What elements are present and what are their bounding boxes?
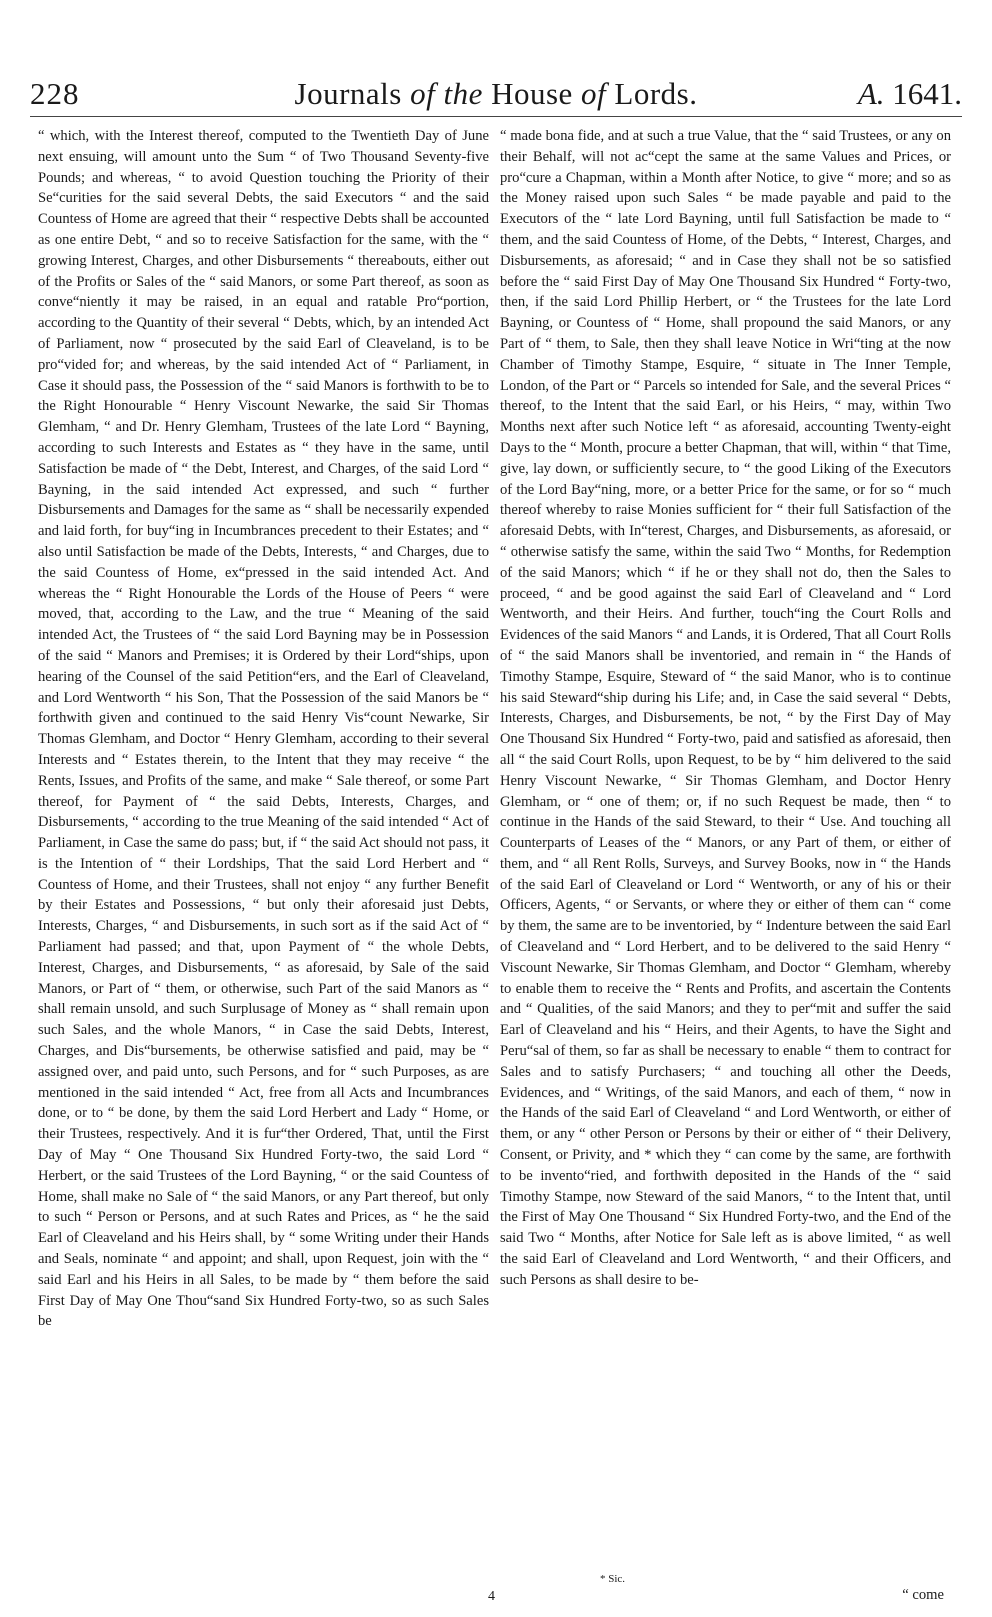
header-rule (30, 116, 962, 117)
year-number: 1641. (884, 76, 962, 111)
title-part-of-2: of (581, 76, 607, 111)
footnote: * Sic. (600, 1573, 626, 1585)
title-part-lords: Lords. (606, 76, 698, 111)
left-column (38, 126, 489, 1332)
title-part-house: House (491, 76, 582, 111)
right-column-text: “ made bona fide, and at such a true Value, that the “ said Trustees, or any on their Behalf, will not ac“cept the same at the same Values and Prices, or pro“cure a Chapman, within a Month after Notice, to give “ more; and so as the Money raised upon such Sales “ be made payable and paid to the Executors of the “ late Lord Bayning, until full Satisfaction be made to “ them, and the said Countess of Home, of the Debts, “ Interest, Charges, and Disbursements, as aforesaid; “ and in Case they shall not be so satisfied before the “ said First Day of May One Thousand Six Hundred “ Forty-two, then, if the said Lord Phillip Herbert, or “ the Trustees for the late Lord Bayning, or Countess of “ Home, shall propound the said Manors, or any Part of “ them, to Sale, then they shall leave Notice in Wri“ting at the now Chamber of Timothy Stampe, Esquire, “ situate in The Inner Temple, London, of the Part or “ Parcels so intended for Sale, and the several Prices “ thereof, to the Intent that the said Earl, or his Heirs, “ may, within Two Months next after such Notice left “ as aforesaid, accounting Twenty-eight Days to the “ Month, procure a better Chapman, that will, within “ that Time, give, lay down, or sufficiently secure, to “ the good Liking of the Executors of the Lord Bay“ning, more, or a better Price for the same, or for so “ much thereof whereby to raise Monies sufficient for “ their full Satisfaction of the aforesaid Debts, with In“terest, Charges, and Disbursements, as aforesaid, or “ otherwise satisfy the same, within the said Two “ Months, for Redemption of the said Manors; which “ if he or they shall not do, then the Sales to proceed, “ and be good against the said Earl of Cleaveland and “ Lord Wentworth, and their Heirs. And further, touch“ing the Court Rolls and Evidences of the said Manors “ and Lands, it is Ordered, That all Court Rolls of “ the said Manors shall be inventoried, and remain in “ the Hands of Timothy Stampe, Esquire, Steward of “ the said Manor, who is to continue his said Steward“ship during his Life; and, in Case the said several “ Debts, Interests, Charges, and Disbursements, be not, “ by the First Day of May One Thousand Six Hundred “ Forty-two, paid and satisfied as aforesaid, then all “ the said Court Rolls, upon Request, to be by “ him delivered to the said Henry Viscount Newarke, “ Sir Thomas Glemham, and Doctor Henry Glemham, or “ one of them; or, if no such Request be made, then “ to continue in the Hands of the said Steward, to their “ Use. And touching all Counterparts of Leases of the “ Manors, or any Part of them, or either of them, and “ all Rent Rolls, Surveys, and Survey Books, now in “ the Hands of the said Earl of Cleaveland or Lord “ Wentworth, or any of his or their Officers, Agents, “ or Servants, or where they or either of them can “ come by them, the same are to be inventoried, by “ Indenture between the said Earl of Cleaveland and “ Lord Herbert, and to be delivered to the said Henry “ Viscount Newarke, Sir Thomas Glemham, and Doctor “ Glemham, whereby to enable them to receive the “ Rents and Profits, and ascertain the Contents and “ Qualities, of the said Manors; and they to per“mit and suffer the said Earl of Cleaveland and his “ Heirs, and their Agents, to have the Sight and Peru“sal of them, so far as shall be necessary to enable “ them to contract for Sales and to satisfy Purchasers; “ and touching all other the Deeds, Evidences, and “ Writings, of the said Manors, and each of them, “ now in the Hands of the said Earl of Cleaveland “ and Lord Wentworth, or either of them, or any “ other Person or Persons by their or either of “ their Delivery, Consent, or Privity, and * which they “ can come by the same, are forthwith to be invento“ried, and forthwith deposited in the Hands of the “ said Timothy Stampe, now Steward of the said Manors, “ to the Intent that, until the First of May One Thousand “ Six Hundred Forty-two, and the End of the said Two “ Months, after Notice for Sale left as is above limited, “ as well the said Earl of Cleaveland and Lord Wentworth, “ and their Officers, and such Persons as shall desire to be- (500, 128, 951, 1288)
title-part-the: the (435, 76, 492, 111)
year-prefix: A. (857, 76, 885, 111)
signature-mark: 4 (488, 1589, 495, 1604)
title-part-journals: Journals (294, 76, 411, 111)
year-heading (858, 76, 962, 112)
right-column (500, 126, 951, 1291)
title-part-of: of (410, 76, 436, 111)
page-header (30, 76, 962, 126)
page-number: 228 (30, 76, 80, 111)
running-title (30, 76, 962, 112)
left-column-text: “ which, with the Interest thereof, computed to the Twentieth Day of June next ensuing, will amount unto the Sum “ of Two Thousand Seventy-five Pounds; and whereas, “ to avoid Question touching the Priority of their Se“curities for the said several Debts, the said Executors “ and the said Countess of Home are agreed that their “ respective Debts shall be accounted as one entire Debt, “ and so to receive Satisfaction for the same, with the “ growing Interest, Charges, and other Disbursements “ thereabouts, either out of the Profits or Sales of the “ said Manors, or some Part thereof, as soon as conve“niently it may be raised, in an equal and ratable Pro“portion, according to the Quantity of their several “ Debts, which, by an intended Act of Parliament, now “ prosecuted by the said Earl of Cleaveland, is to be pro“vided for; and whereas, by the said intended Act of “ Parliament, in Case it should pass, the Possession of the “ said Manors is forthwith to be to the Right Honourable “ Henry Viscount Newarke, the said Sir Thomas Glemham, “ and Dr. Henry Glemham, Trustees of the late Lord “ Bayning, according to such Interests and Estates as “ they have in the same, until Satisfaction be made of “ the Debt, Interest, and Charges, of the said Lord “ Bayning, in the said intended Act expressed, and such “ further Disbursements and Damages for the same as “ shall be necessarily expended and laid forth, for buy“ing in Incumbrances precedent to their Estates; and “ also until Satisfaction be made of the Debts, Interests, “ and Charges, due to the said Countess of Home, ex“pressed in the said intended Act. And whereas the “ Right Honourable the Lords of the House of Peers “ were moved, that, according to the Law, and the true “ Meaning of the said intended Act, the Trustees of “ the said Lord Bayning may be in Possession of the said “ Manors and Premises; it is Ordered by their Lord“ships, upon hearing of the Counsel of the said Petition“ers, and the Earl of Cleaveland, and Lord Wentworth “ his Son, That the Possession of the said Manors be “ forthwith given and continued to the said Henry Vis“count Newarke, Sir Thomas Glemham, and Doctor “ Henry Glemham, according to their several Interests and “ Estates therein, to the Intent that they may receive “ the Rents, Issues, and Profits of the same, and make “ Sale thereof, or some Part thereof, for Payment of “ the said Debts, Interests, Charges, and Disbursements, “ according to the true Meaning of the said intended “ Act of Parliament, in Case the same do pass; but, if “ the said Act should not pass, it is the Intention of “ their Lordships, That the said Lord Herbert and “ Countess of Home, and their Trustees, shall not enjoy “ any further Benefit by their Estates and Possessions, “ but only their aforesaid just Debts, Interests, Charges, “ and Disbursements, in such sort as if the said Act of “ Parliament had passed; and that, upon Payment of “ the whole Debts, Interest, Charges, and Disbursements, “ as aforesaid, by Sale of the said Manors, or Part of “ them, or otherwise, such Part of the said Manors as “ shall remain unsold, and such Surplusage of Money as “ shall remain upon such Sales, and the whole Manors, “ in Case the said Debts, Interest, Charges, and Dis“bursements, be otherwise satisfied and paid, may be “ assigned over, and paid unto, such Persons, and for “ such Purposes, as are mentioned in the said intended “ Act, free from all Acts and Incumbrances done, or to “ be done, by them the said Lord Herbert and Lady “ Home, or their Trustees, respectively. And it is fur“ther Ordered, That, until the First Day of May “ One Thousand Six Hundred Forty-two, the said Lord “ Herbert, or the said Trustees of the Lord Bayning, “ or the said Countess of Home, shall make no Sale of “ the said Manors, or any Part thereof, but only to such “ Person or Persons, and at such Rates and Prices, as “ he the said Earl of Cleaveland and his Heirs shall, by “ some Writing under their Hands and Seals, nominate “ and appoint; and shall, upon Request, join with the “ said Earl and his Heirs in all Sales, to be made by “ them before the said First Day of May One Thou“sand Six Hundred Forty-two, so as such Sales be (38, 128, 489, 1330)
catchword: “ come (902, 1587, 944, 1603)
